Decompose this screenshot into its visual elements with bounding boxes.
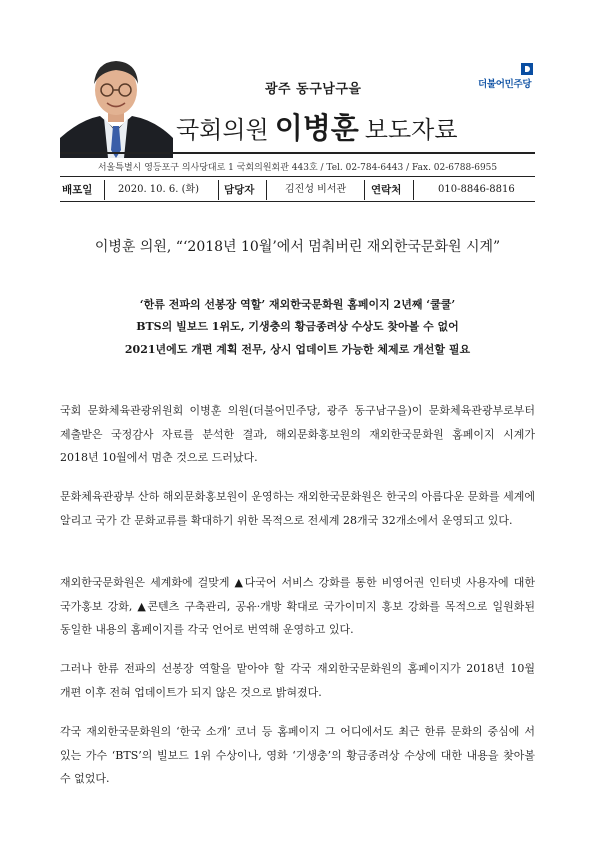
party-logo [478,63,536,91]
subheading: ‘한류 전파의 선봉장 역할’ 재외한국문화원 홈페이지 2년째 ‘쿨쿨’ [139,298,456,311]
title-prefix: 국회의원 [176,116,269,144]
body-paragraph: 각국 재외한국문화원의 ‘한국 소개’ 코너 등 홈페이지 그 어디에서도 최근 한류 문화의 중심에 서 있는 가수 ‘BTS’의 빌보드 1위 수상이나, 영화 ‘기생충’의 황금종려상 수상에 대한 내용을 찾아볼 수 없었다. [60,725,535,785]
info-separator [218,180,219,200]
title-suffix: 보도자료 [364,116,458,144]
press-release-title [176,106,458,147]
info-top-divider [60,176,535,177]
body-paragraph: 문화체육관광부 산하 해외문화홍보원이 운영하는 재외한국문화원은 한국의 아름다운 문화를 세계에 알리고 국가 간 문화교류를 확대하기 위한 목적으로 전세계 28개국 32개소에서 운영되고 있다. [60,490,535,527]
info-separator [266,180,267,200]
release-date-label: 배포일 [62,184,93,196]
header-divider [60,152,535,154]
phone-value: 010-8846-8816 [438,184,515,195]
body-paragraph: 국회 문화체육관광위원회 이병훈 의원(더불어민주당, 광주 동구남구을)이 문화체육관광부로부터 제출받은 국정감사 자료를 분석한 결과, 해외문화홍보원의 재외한국문화원 홈페이지 시계가 2018년 10월에서 멈춘 것으로 드러났다. [60,404,535,464]
lawmaker-name: 이병훈 [274,111,359,145]
info-bottom-divider [60,201,535,202]
release-date-value: 2020. 10. 6. (화) [118,184,200,195]
body-paragraph: 재외한국문화원은 세계화에 걸맞게 ▲다국어 서비스 강화를 통한 비영어권 인터넷 사용자에 대한 국가홍보 강화, ▲콘텐츠 구축관리, 공유·개방 확대로 국가이미지 홍보 강화를 목적으로 일원화된 동일한 내용의 홈페이지를 각국 언어로 번역해 운영하고 있다. [60,576,535,636]
release-info-row [60,180,535,200]
phone-label: 연락처 [371,184,402,196]
party-name: 더불어민주당 [478,79,532,90]
district-label: 광주 동구남구을 [265,82,362,97]
body-paragraph: 그러나 한류 전파의 선봉장 역할을 맡아야 할 각국 재외한국문화원의 홈페이지가 2018년 10월 개편 이후 전혀 업데이트가 되지 않은 것으로 밝혀졌다. [60,662,535,699]
info-separator [364,180,365,200]
headline: 이병훈 의원, “‘2018년 10월’에서 멈춰버린 재외한국문화원 시계” [94,239,501,255]
contact-person-value: 김진성 비서관 [285,184,347,195]
office-address: 서울특별시 영등포구 의사당대로 1 국회의원회관 443호 / Tel. 02-784-6443 / Fax. 02-6788-6955 [97,163,498,173]
info-separator [413,180,414,200]
contact-person-label: 담당자 [224,184,255,196]
party-mark-icon [521,63,533,75]
info-separator [104,180,105,200]
subheading: 2021년에도 개편 계획 전무, 상시 업데이트 가능한 체제로 개선할 필요 [124,343,471,356]
portrait-photo [60,50,173,158]
subheading: BTS의 빌보드 1위도, 기생충의 황금종려상 수상도 찾아볼 수 없어 [136,320,459,333]
